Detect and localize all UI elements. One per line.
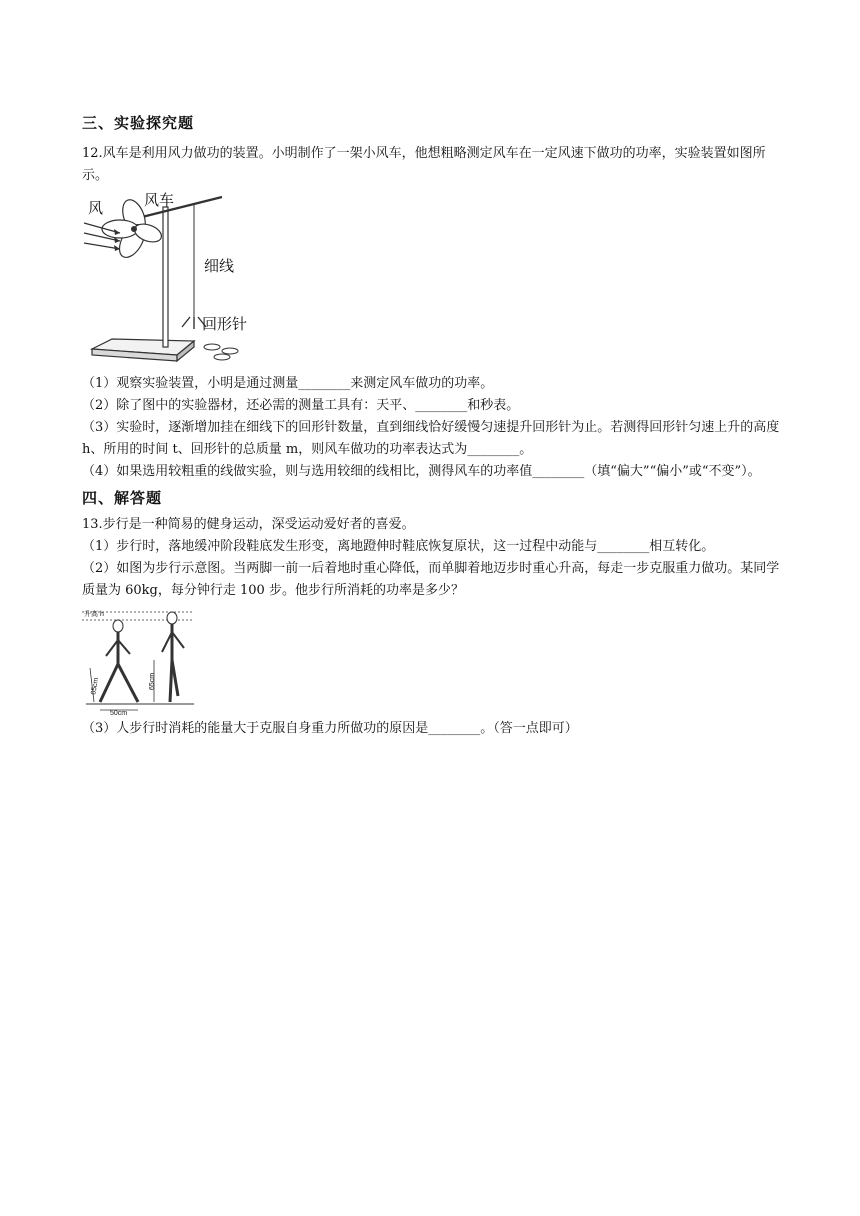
walking-figure — [82, 604, 212, 716]
label-rise: 升高 h — [84, 611, 104, 618]
label-leg-vertical: 65cm — [149, 672, 156, 690]
section-title-answer: 四、解答题 — [82, 489, 163, 507]
label-leg-slant: 65cm — [90, 677, 101, 696]
windmill-figure — [82, 189, 262, 371]
label-wind: 风 — [88, 200, 104, 217]
q13-part1: （1）步行时，落地缓冲阶段鞋底发生形变，离地蹬伸时鞋底恢复原状，这一过程中动能与________相互转化。 — [82, 539, 715, 554]
label-clip: 回形针 — [202, 316, 248, 333]
q13-part3: （3）人步行时消耗的能量大于克服自身重力所做功的原因是________。（答一点即可） — [82, 721, 578, 736]
label-stride: 50cm — [110, 710, 128, 716]
label-windmill: 风车 — [144, 192, 175, 209]
q12-stem: 12.风车是利用风力做功的装置。小明制作了一架小风车，他想粗略测定风车在一定风速下做功的功率，实验装置如图所示。 — [82, 146, 766, 183]
section-title-experiment: 三、实验探究题 — [82, 114, 195, 132]
q12-part2: （2）除了图中的实验器材，还必需的测量工具有：天平、________和秒表。 — [82, 398, 520, 413]
q13-stem: 13.步行是一种简易的健身运动，深受运动爱好者的喜爱。 — [82, 517, 415, 532]
q12-part1: （1）观察实验装置，小明是通过测量________来测定风车做功的功率。 — [82, 376, 494, 391]
q12-part3: （3）实验时，逐渐增加挂在细线下的回形针数量，直到细线恰好缓慢匀速提升回形针为止。若测得回形针匀速上升的高度 h、所用的时间 t、回形针的总质量 m，则风车做功的功率表达式为________。 — [82, 420, 780, 457]
q13-part2: （2）如图为步行示意图。当两脚一前一后着地时重心降低，而单脚着地迈步时重心升高，每走一步克服重力做功。某同学质量为 60kg，每分钟行走 100 步。他步行所消耗的功率是多少？ — [82, 561, 780, 598]
q12-part4: （4）如果选用较粗重的线做实验，则与选用较细的线相比，测得风车的功率值________（填“偏大”“偏小”或“不变”）。 — [82, 464, 761, 479]
label-thread: 细线 — [204, 258, 235, 275]
document-page — [82, 112, 782, 740]
